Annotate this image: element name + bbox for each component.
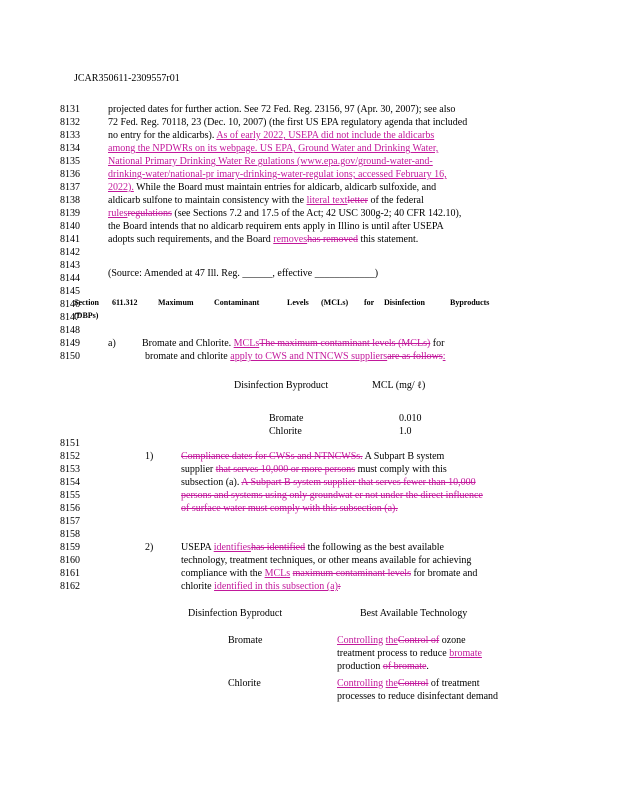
line-number: 8154	[60, 477, 80, 488]
deleted-text: maximum contaminant levels	[292, 568, 411, 579]
text-run: While the Board must maintain entries for aldicarb, aldicarb sulfoxide, and	[136, 182, 437, 193]
text-run: of the federal	[370, 195, 424, 206]
line-number: 8141	[60, 234, 80, 245]
deleted-text: has identified	[250, 542, 306, 553]
inserted-text: Controlling	[337, 678, 384, 689]
table-cell: 0.010	[399, 413, 422, 424]
inserted-text: bromate	[449, 648, 482, 659]
table-cell: Bromate	[269, 413, 304, 424]
line-number: 8162	[60, 581, 80, 592]
text-line	[181, 580, 341, 593]
line-number: 8135	[60, 156, 80, 167]
text-line	[108, 194, 424, 207]
text-line	[108, 129, 434, 142]
inserted-text: among the NPDWRs on its webpage. US EPA, Ground Water and Drinking Water,	[108, 143, 439, 154]
heading-word: Byproducts	[450, 298, 490, 307]
line-number: 8161	[60, 568, 80, 579]
text-run: adopts such requirements, and the Board	[108, 234, 271, 245]
item-label: 1)	[145, 451, 154, 462]
text-run: ozone	[441, 635, 466, 646]
line-number: 8150	[60, 351, 80, 362]
text-line: technology, treatment techniques, or other means available for achieving	[181, 555, 472, 566]
table-cell	[337, 660, 429, 673]
line-number: 8153	[60, 464, 80, 475]
table-cell: Chlorite	[269, 426, 302, 437]
line-number: 8148	[60, 325, 80, 336]
inserted-text: MCLs	[233, 338, 260, 349]
heading-word: Contaminant	[214, 298, 260, 307]
inserted-text: As of early 2022, USEPA did not include the aldicarbs	[216, 130, 435, 141]
text-line: projected dates for further action. See 72 Fed. Reg. 23156, 97 (Apr. 30, 2007); see also	[108, 104, 456, 115]
deleted-text: :	[337, 581, 341, 592]
text-line	[108, 233, 418, 246]
item-label: 2)	[145, 542, 154, 553]
text-run: treatment process to reduce	[337, 648, 447, 659]
inserted-text: identified in this subsection (a)	[214, 581, 338, 592]
table-cell	[337, 647, 482, 660]
deleted-text: Control	[397, 678, 429, 689]
line-number: 8158	[60, 529, 80, 540]
line-number: 8149	[60, 338, 80, 349]
inserted-text: rules	[108, 208, 128, 219]
text-run: must comply with this	[357, 464, 447, 475]
section-label-dbps: (DBPs)	[74, 311, 99, 320]
line-number: 8134	[60, 143, 80, 154]
subsection-label: a)	[108, 338, 116, 349]
inserted-text: the	[385, 678, 398, 689]
inserted-text: literal text	[306, 195, 348, 206]
text-line	[145, 350, 446, 363]
deleted-text: The maximum contaminant levels (MCLs)	[259, 338, 431, 349]
line-number: 8160	[60, 555, 80, 566]
text-run: compliance with the	[181, 568, 263, 579]
line-number: 8138	[60, 195, 80, 206]
text-line	[181, 541, 444, 554]
section-number: 611.312	[112, 298, 138, 307]
line-number: 8131	[60, 104, 80, 115]
text-line	[181, 450, 444, 463]
text-run: USEPA	[181, 542, 212, 553]
text-run: A Subpart B system	[364, 451, 445, 462]
deleted-text: regulations	[127, 208, 172, 219]
section-label: Section	[74, 298, 99, 307]
heading-word: for	[364, 298, 375, 307]
text-run: of treatment	[430, 678, 480, 689]
line-number: 8132	[60, 117, 80, 128]
text-run: bromate and chlorite	[145, 351, 228, 362]
table-header: MCL (mg/ ℓ)	[372, 380, 426, 391]
line-number: 8139	[60, 208, 80, 219]
text-run: subsection (a).	[181, 477, 240, 488]
text-run: the following as the best available	[307, 542, 444, 553]
table-cell: Chlorite	[228, 678, 261, 689]
line-number: 8145	[60, 286, 80, 297]
text-line	[108, 181, 436, 194]
table-cell: processes to reduce disinfectant demand	[337, 691, 499, 702]
line-number: 8157	[60, 516, 80, 527]
deleted-text: Compliance dates for CWSs and NTNCWSs.	[181, 451, 363, 462]
line-number: 8143	[60, 260, 80, 271]
table-header: Best Available Technology	[360, 608, 468, 619]
text-line: the Board intends that no aldicarb requirem ents apply in Illino is until after USEPA	[108, 221, 444, 232]
line-number: 8152	[60, 451, 80, 462]
line-number: 8144	[60, 273, 80, 284]
table-cell: Bromate	[228, 635, 263, 646]
heading-word: (MCLs)	[321, 298, 349, 307]
inserted-text: drinking-water/national-pr imary-drinking-water-regulat ions; accessed February 16,	[108, 169, 447, 180]
inserted-text: MCLs	[264, 568, 291, 579]
text-line	[181, 567, 477, 580]
inserted-text: identifies	[213, 542, 251, 553]
line-number: 8133	[60, 130, 80, 141]
document-id: JCAR350611-2309557r01	[74, 73, 180, 84]
line-number: 8155	[60, 490, 80, 501]
text-line	[108, 207, 461, 220]
line-number: 8142	[60, 247, 80, 258]
inserted-text: apply to CWS and NTNCWS suppliers	[230, 351, 388, 362]
text-run: Bromate and Chlorite.	[142, 338, 232, 349]
heading-word: Disinfection	[384, 298, 425, 307]
text-run: chlorite	[181, 581, 212, 592]
table-cell: 1.0	[399, 426, 412, 437]
text-line	[142, 337, 444, 350]
line-number: 8140	[60, 221, 80, 232]
text-run: aldicarb sulfone to maintain consistency with the	[108, 195, 305, 206]
deleted-text: persons and systems using only groundwat er not under the direct influence	[181, 490, 483, 501]
deleted-text: that serves 10,000 or more persons	[215, 464, 356, 475]
line-number: 8136	[60, 169, 80, 180]
source-note: (Source: Amended at 47 Ill. Reg. ______, effective ____________)	[108, 268, 379, 279]
line-number: 8151	[60, 438, 80, 449]
deleted-text: of surface water must comply with this subsection (a).	[181, 503, 398, 514]
text-run: production	[337, 661, 381, 672]
text-line	[181, 463, 447, 476]
text-run: no entry for the aldicarbs).	[108, 130, 215, 141]
inserted-text: :	[442, 351, 446, 362]
inserted-text: Controlling	[337, 635, 384, 646]
line-number: 8137	[60, 182, 80, 193]
deleted-text: has removed	[307, 234, 358, 245]
table-header: Disinfection Byproduct	[188, 608, 283, 619]
text-run: (see Sections 7.2 and 17.5 of the Act; 42 USC 300g-2; 40 CFR 142.10),	[174, 208, 462, 219]
table-header: Disinfection Byproduct	[234, 380, 329, 391]
deleted-text: Control of	[397, 635, 440, 646]
deleted-text: are as follows	[387, 351, 443, 362]
text-line	[181, 476, 476, 489]
text-run: this statement.	[360, 234, 419, 245]
inserted-text: National Primary Drinking Water Re gulations (www.epa.gov/ground-water-and-	[108, 156, 433, 167]
line-number: 8156	[60, 503, 80, 514]
deleted-text: A Subpart B system supplier that serves fewer than 10,000	[241, 477, 476, 488]
table-cell	[337, 677, 480, 690]
line-number: 8147	[60, 312, 80, 323]
inserted-text: the	[385, 635, 398, 646]
heading-word: Maximum	[158, 298, 194, 307]
text-line: 72 Fed. Reg. 70118, 23 (Dec. 10, 2007) (the first US EPA regulatory agenda that included	[108, 117, 468, 128]
deleted-text: letter	[347, 195, 368, 206]
inserted-text: removes	[273, 234, 308, 245]
text-run: supplier	[181, 464, 214, 475]
line-number: 8146	[60, 299, 80, 310]
line-number: 8159	[60, 542, 80, 553]
deleted-text: of bromate	[382, 661, 427, 672]
heading-word: Levels	[287, 298, 309, 307]
table-cell	[337, 634, 466, 647]
text-run: .	[426, 661, 429, 672]
text-run: for bromate and	[413, 568, 478, 579]
text-run: for	[432, 338, 445, 349]
inserted-text: 2022).	[108, 182, 134, 193]
